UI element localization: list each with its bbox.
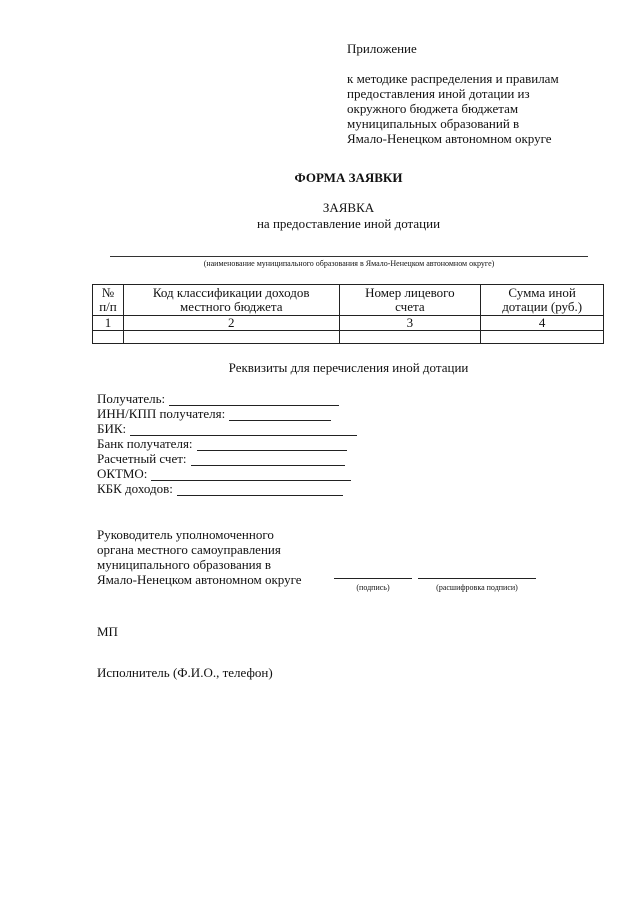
appendix-line: окружного бюджета бюджетам <box>347 101 519 116</box>
table-cell: 4 <box>481 316 604 331</box>
table-cell <box>481 331 604 344</box>
request-title: ЗАЯВКА <box>322 200 375 215</box>
table-header-cell: № п/п <box>93 285 124 316</box>
head-signature-block <box>97 527 302 587</box>
field-underline <box>169 393 339 406</box>
table-cell <box>339 331 481 344</box>
table-header-cell: Номер лицевого счета <box>339 285 481 316</box>
field-underline <box>177 483 343 496</box>
requisite-field: ИНН/КПП получателя: <box>97 406 357 421</box>
requisite-field: КБК доходов: <box>97 481 357 496</box>
requisite-field: Расчетный счет: <box>97 451 357 466</box>
appendix-line: предоставления иной дотации из <box>347 86 530 101</box>
requisite-field: БИК: <box>97 421 357 436</box>
table-cell: 2 <box>123 316 339 331</box>
field-underline <box>151 468 351 481</box>
table-header-cell: Сумма иной дотации (руб.) <box>481 285 604 316</box>
appendix-line: Ямало-Ненецком автономном округе <box>347 131 552 146</box>
table-cell <box>93 331 124 344</box>
field-underline <box>130 423 357 436</box>
head-line: Руководитель уполномоченного <box>97 527 274 542</box>
requisite-field: Банк получателя: <box>97 436 357 451</box>
stamp-label: МП <box>97 624 118 639</box>
field-underline <box>197 438 347 451</box>
table-cell: 3 <box>339 316 481 331</box>
head-line: Ямало-Ненецком автономном округе <box>97 572 302 587</box>
request-table <box>92 284 604 344</box>
request-subtitle: на предоставление иной дотации <box>256 216 441 231</box>
table-row <box>93 331 604 344</box>
requisites-title: Реквизиты для перечисления иной дотации <box>228 360 469 375</box>
appendix-line: муниципальных образований в <box>347 116 520 131</box>
appendix-title: Приложение <box>347 41 417 56</box>
municipality-caption: (наименование муниципального образования в Ямало-Ненецком автономном округе) <box>203 259 495 268</box>
head-line: муниципального образования в <box>97 557 271 572</box>
appendix-block <box>347 41 637 146</box>
transcript-caption: (расшифровка подписи) <box>436 583 518 592</box>
field-underline <box>229 408 331 421</box>
table-row <box>93 316 604 331</box>
table-cell: 1 <box>93 316 124 331</box>
form-title: ФОРМА ЗАЯВКИ <box>294 170 403 185</box>
executor-label: Исполнитель (Ф.И.О., телефон) <box>97 665 273 680</box>
requisite-field: Получатель: <box>97 391 357 406</box>
transcript-line <box>418 578 536 579</box>
municipality-name-line <box>110 256 588 257</box>
table-cell <box>123 331 339 344</box>
table-header-cell: Код классификации доходов местного бюджета <box>123 285 339 316</box>
table-header-row <box>93 285 604 316</box>
requisite-field: ОКТМО: <box>97 466 357 481</box>
signature-line <box>334 578 412 579</box>
head-line: органа местного самоуправления <box>97 542 281 557</box>
signature-caption: (подпись) <box>356 583 390 592</box>
appendix-line: к методике распределения и правилам <box>347 71 559 86</box>
field-underline <box>191 453 345 466</box>
requisites-fields <box>97 391 357 496</box>
